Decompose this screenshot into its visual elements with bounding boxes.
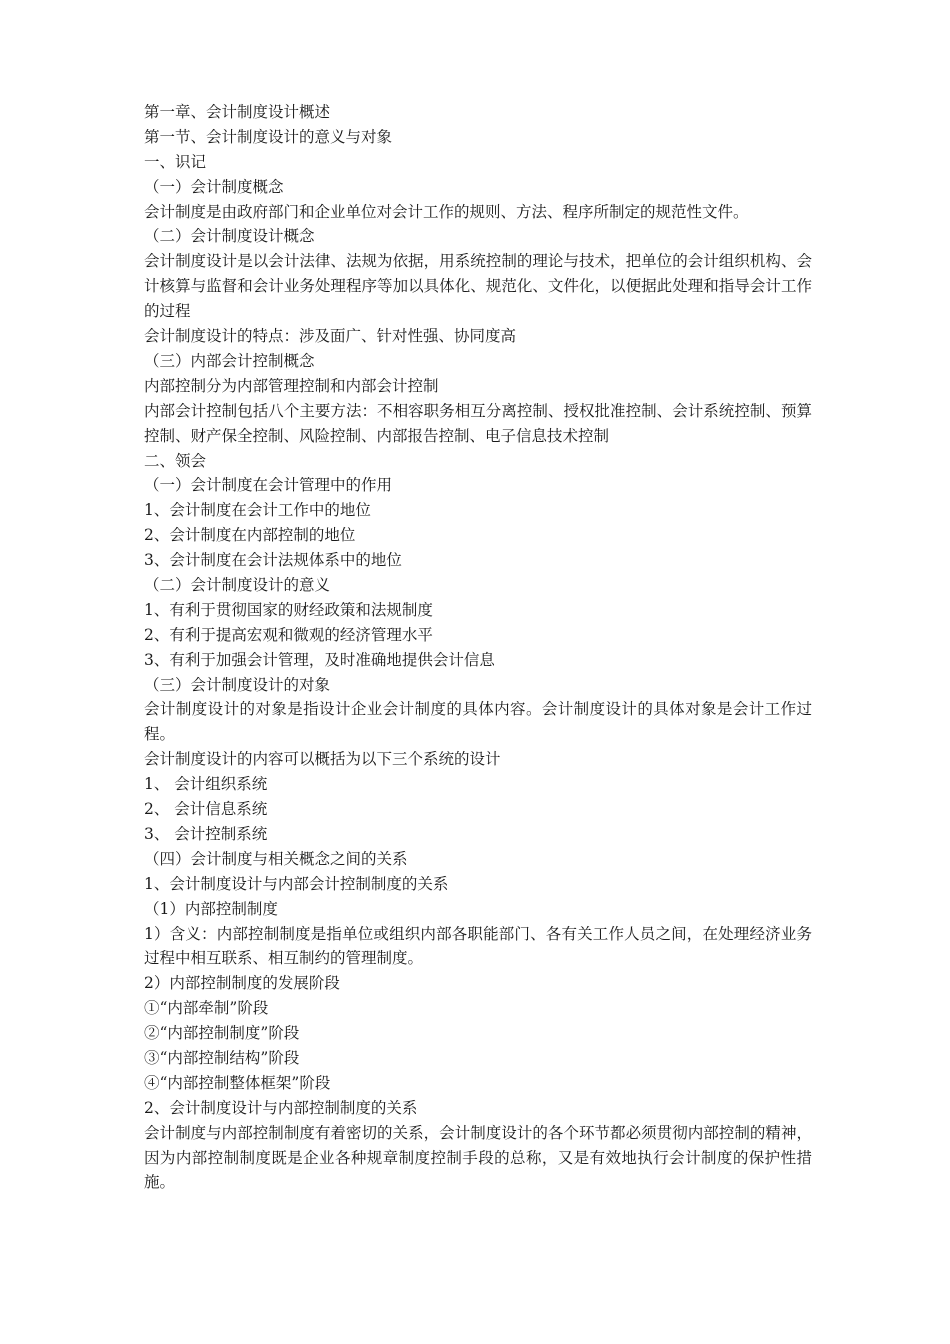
paragraph-meaning: 1）含义：内部控制制度是指单位或组织内部各职能部门、各有关工作人员之间，在处理经济业务过程中相互联系、相互制约的管理制度。 — [144, 924, 812, 968]
paragraph-design-concept: 会计制度设计是以会计法律、法规为依据，用系统控制的理论与技术，把单位的会计组织机构、会计核算与监督和会计业务处理程序等加以具体化、规范化、文件化，以便据此处理和指导会计工作的过程 — [144, 252, 812, 321]
subheading-role: （一）会计制度在会计管理中的作用 — [144, 476, 393, 495]
subheading-design-concept: （二）会计制度设计概念 — [144, 227, 315, 246]
document-body — [144, 100, 812, 1195]
paragraph-design-object: 会计制度设计的对象是指设计企业会计制度的具体内容。会计制度设计的具体对象是会计工作过程。 — [144, 700, 812, 744]
text-internal-control-types: 内部控制分为内部管理控制和内部会计控制 — [144, 376, 439, 395]
heading-understand: 二、领会 — [144, 451, 207, 470]
subheading-internal-control-system: （1）内部控制制度 — [144, 899, 278, 918]
list-item: 2、会计制度设计与内部控制制度的关系 — [144, 1098, 418, 1117]
text-design-features: 会计制度设计的特点：涉及面广、针对性强、协同度高 — [144, 327, 517, 346]
list-item: 2、 会计信息系统 — [144, 800, 268, 819]
subheading-internal-control-concept: （三）内部会计控制概念 — [144, 351, 315, 370]
text-three-systems: 会计制度设计的内容可以概括为以下三个系统的设计 — [144, 750, 501, 769]
list-item: 2、会计制度在内部控制的地位 — [144, 526, 356, 545]
list-item: 1、会计制度设计与内部会计控制制度的关系 — [144, 874, 449, 893]
subheading-significance: （二）会计制度设计的意义 — [144, 576, 331, 594]
subheading-development-stages: 2）内部控制制度的发展阶段 — [144, 974, 340, 993]
subheading-accounting-system-concept: （一）会计制度概念 — [144, 177, 284, 196]
subheading-relations: （四）会计制度与相关概念之间的关系 — [144, 849, 408, 868]
chapter-title: 第一章、会计制度设计概述 — [144, 103, 331, 121]
heading-memorize: 一、识记 — [144, 152, 207, 171]
list-item: ④“内部控制整体框架”阶段 — [144, 1073, 331, 1092]
subheading-object: （三）会计制度设计的对象 — [144, 675, 331, 694]
list-item: ①“内部牵制”阶段 — [144, 999, 269, 1018]
list-item: 3、有利于加强会计管理，及时准确地提供会计信息 — [144, 650, 495, 669]
list-item: 1、 会计组织系统 — [144, 775, 268, 794]
list-item: 2、有利于提高宏观和微观的经济管理水平 — [144, 625, 433, 644]
list-item: 1、会计制度在会计工作中的地位 — [144, 501, 371, 520]
section-title: 第一节、会计制度设计的意义与对象 — [144, 127, 393, 146]
text-accounting-system-definition: 会计制度是由政府部门和企业单位对会计工作的规则、方法、程序所制定的规范性文件。 — [144, 202, 749, 221]
list-item: 3、会计制度在会计法规体系中的地位 — [144, 551, 402, 570]
list-item: ②“内部控制制度”阶段 — [144, 1024, 300, 1043]
list-item: 3、 会计控制系统 — [144, 824, 268, 843]
paragraph-internal-control-methods: 内部会计控制包括八个主要方法：不相容职务相互分离控制、授权批准控制、会计系统控制、预算控制、财产保全控制、风险控制、内部报告控制、电子信息技术控制 — [144, 401, 812, 445]
paragraph-relation: 会计制度与内部控制制度有着密切的关系，会计制度设计的各个环节都必须贯彻内部控制的精神，因为内部控制制度既是企业各种规章制度控制手段的总称，又是有效地执行会计制度的保护性措施。 — [144, 1123, 812, 1192]
list-item: 1、有利于贯彻国家的财经政策和法规制度 — [144, 600, 433, 619]
list-item: ③“内部控制结构”阶段 — [144, 1048, 300, 1067]
